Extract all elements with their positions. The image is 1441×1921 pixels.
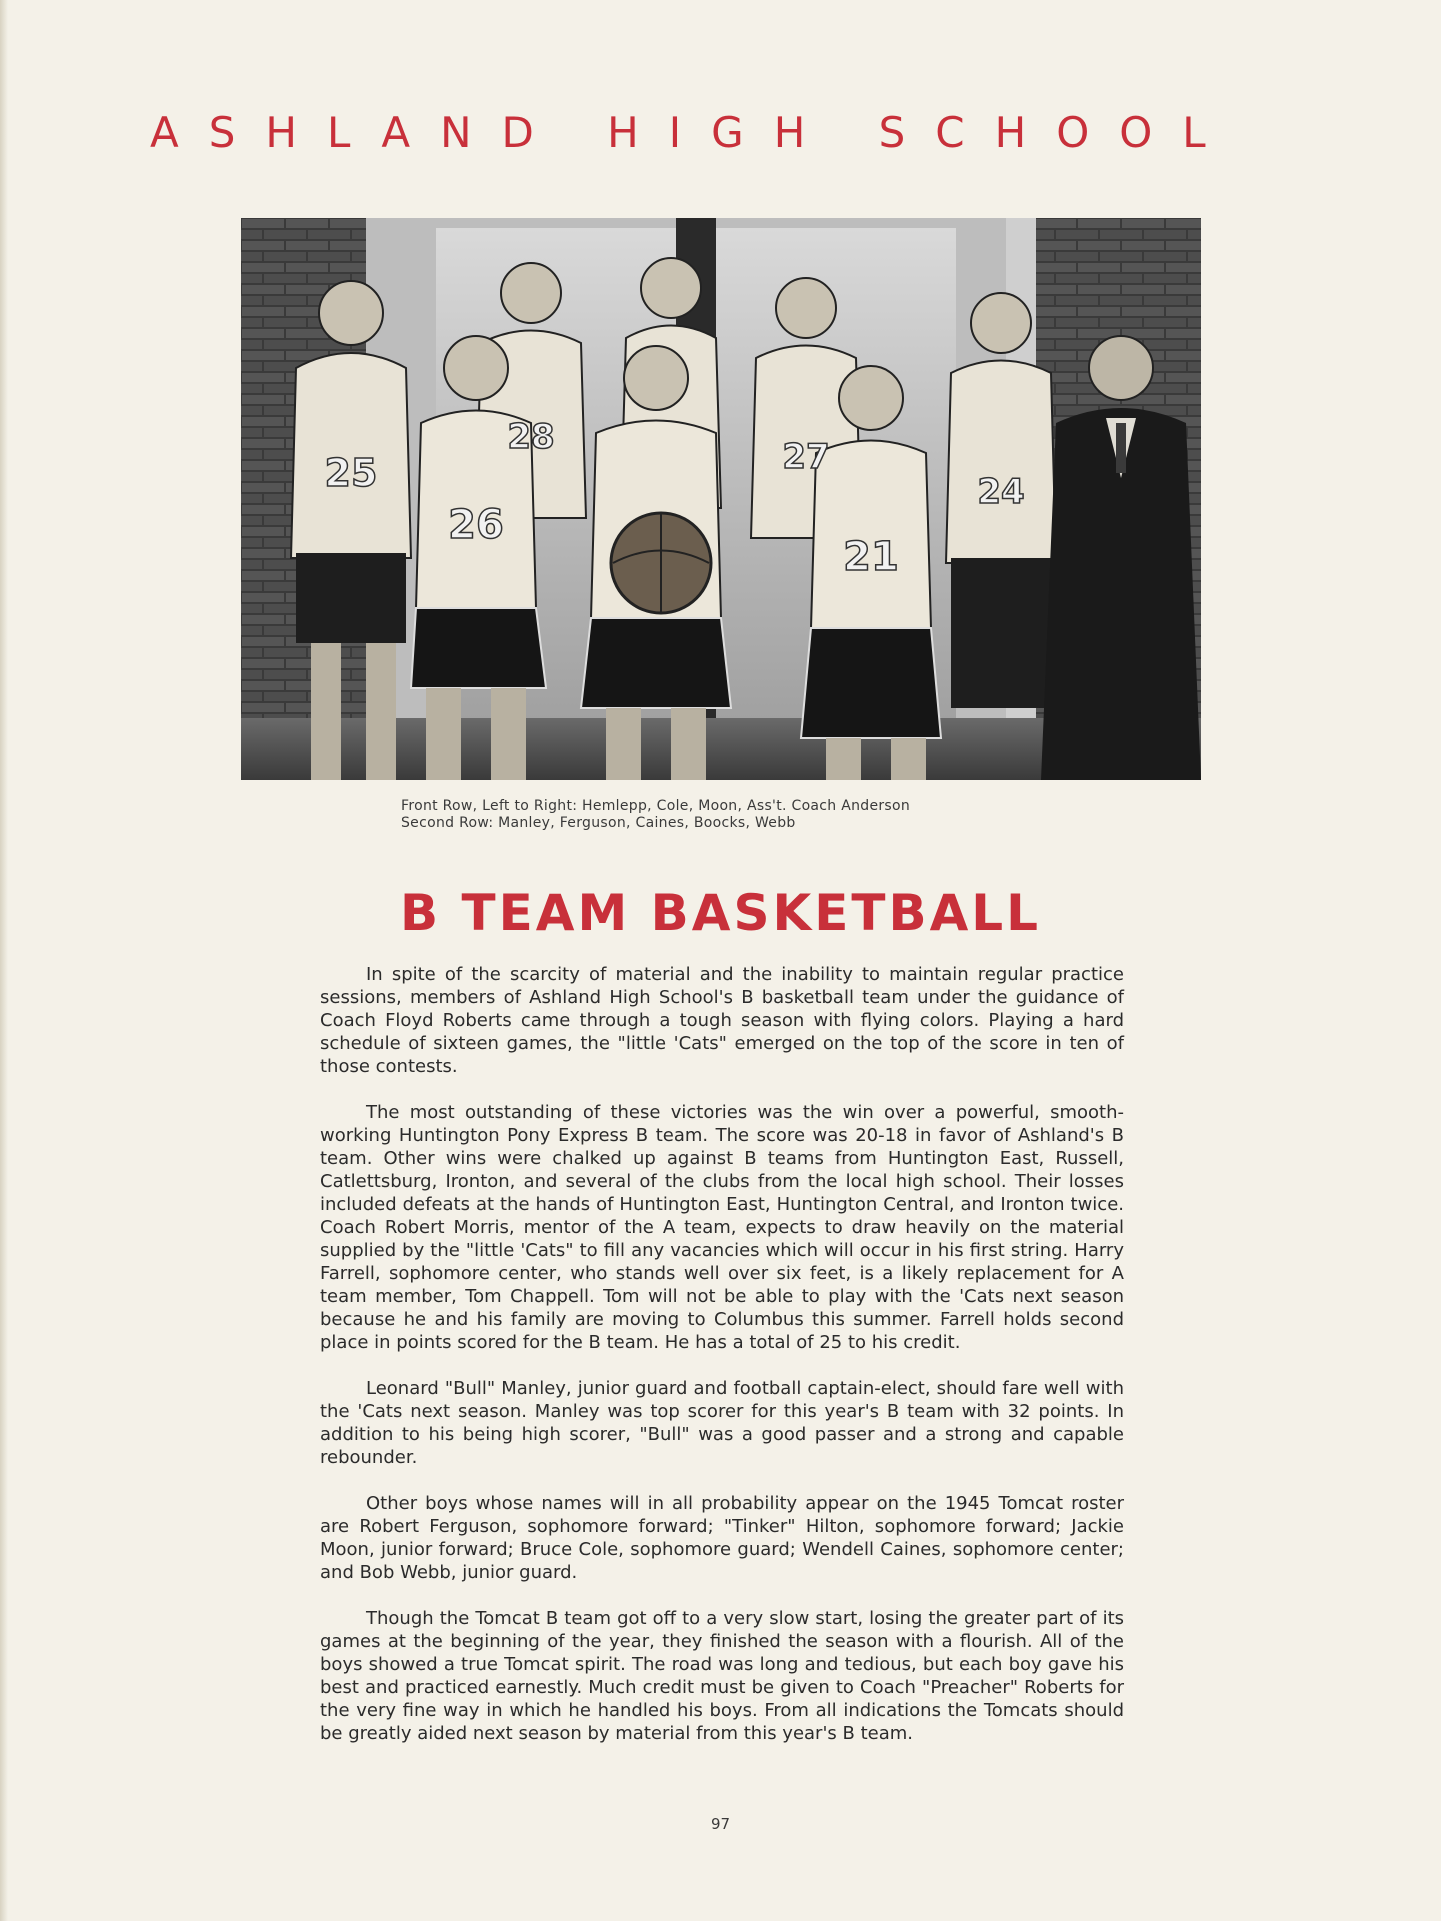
jersey-number-21: 21 <box>843 534 899 580</box>
running-head: ASHLAND HIGH SCHOOL <box>150 108 1236 157</box>
article-body <box>320 963 1124 1768</box>
article-title: B TEAM BASKETBALL <box>400 884 1041 942</box>
article-paragraph-2: The most outstanding of these victories was the win over a powerful, smooth-working Huntington Pony Express B team. The score was 20-18 in favor of Ashland's B team. Other wins were chalked up against B teams from Huntington East, Russell, Catlettsburg, Ironton, and several of the clubs from the local high school. Their losses included defeats at the hands of Huntington East, Huntington Central, and Ironton twice. Coach Robert Morris, mentor of the A team, expects to draw heavily on the material supplied by the "little 'Cats" to fill any vacancies which will occur in his first string. Harry Farrell, sophomore center, who stands well over six feet, is a likely replacement for A team member, Tom Chappell. Tom will not be able to play with the 'Cats next season because he and his family are moving to Columbus this summer. Farrell holds second place in points scored for the B team. He has a total of 25 to his credit. <box>320 1102 1124 1353</box>
photo-caption <box>401 798 1041 832</box>
team-photo-illustration <box>241 218 1201 780</box>
jersey-number-27: 27 <box>782 437 830 477</box>
caption-front-row: Front Row, Left to Right: Hemlepp, Cole, Moon, Ass't. Coach Anderson <box>401 798 911 814</box>
jersey-number-24: 24 <box>977 472 1025 512</box>
page-number: 97 <box>710 1815 731 1833</box>
team-photo <box>241 218 1201 780</box>
jersey-number-28: 28 <box>507 417 555 457</box>
article-paragraph-3: Leonard "Bull" Manley, junior guard and football captain-elect, should fare well with the 'Cats next season. Manley was top scorer for this year's B team with 32 points. In addition to his being high scorer, "Bull" was a good passer and a strong and capable rebounder. <box>320 1378 1124 1468</box>
article-paragraph-1: In spite of the scarcity of material and the inability to maintain regular practice sessions, members of Ashland High School's B basketball team under the guidance of Coach Floyd Roberts came through a tough season with flying colors. Playing a hard schedule of sixteen games, the "little 'Cats" emerged on the top of the score in ten of those contests. <box>320 964 1124 1077</box>
article-paragraph-5: Though the Tomcat B team got off to a very slow start, losing the greater part of its games at the beginning of the year, they finished the season with a flourish. All of the boys showed a true Tomcat spirit. The road was long and tedious, but each boy gave his best and practiced earnestly. Much credit must be given to Coach "Preacher" Roberts for the very fine way in which he handled his boys. From all indications the Tomcats should be greatly aided next season by material from this year's B team. <box>320 1608 1124 1744</box>
jersey-number-26: 26 <box>448 502 504 548</box>
page-edge <box>0 0 8 1921</box>
article-paragraph-4: Other boys whose names will in all probability appear on the 1945 Tomcat roster are Robert Ferguson, sophomore forward; "Tinker" Hilton, sophomore forward; Jackie Moon, junior forward; Bruce Cole, sophomore guard; Wendell Caines, sophomore center; and Bob Webb, junior guard. <box>320 1493 1124 1583</box>
jersey-number-25: 25 <box>324 451 378 495</box>
caption-second-row: Second Row: Manley, Ferguson, Caines, Boocks, Webb <box>401 815 796 831</box>
